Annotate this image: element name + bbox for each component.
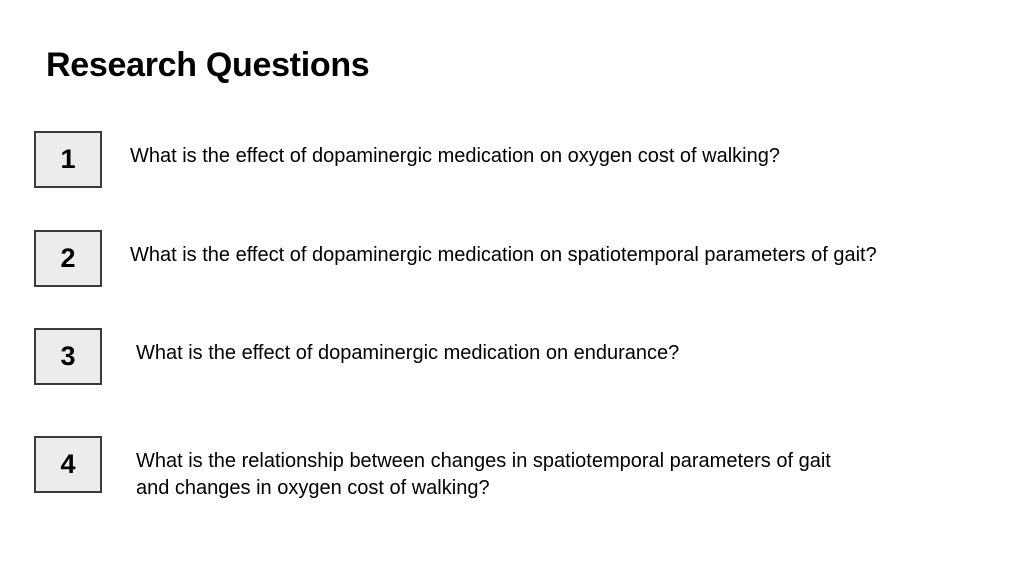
slide-title: Research Questions	[46, 46, 370, 84]
question-text-2: What is the effect of dopaminergic medication on spatiotemporal parameters of gait?	[130, 244, 877, 266]
question-number-box-1: 1	[34, 131, 102, 188]
question-text-3: What is the effect of dopaminergic medication on endurance?	[136, 342, 680, 364]
question-number-box-3: 3	[34, 328, 102, 385]
question-number-box-4: 4	[34, 436, 102, 493]
question-number-box-2: 2	[34, 230, 102, 287]
question-text-4-line-1: What is the relationship between changes in spatiotemporal parameters of gait	[136, 450, 831, 472]
question-text-1: What is the effect of dopaminergic medication on oxygen cost of walking?	[130, 145, 780, 167]
question-text-4-line-2: and changes in oxygen cost of walking?	[136, 477, 490, 499]
